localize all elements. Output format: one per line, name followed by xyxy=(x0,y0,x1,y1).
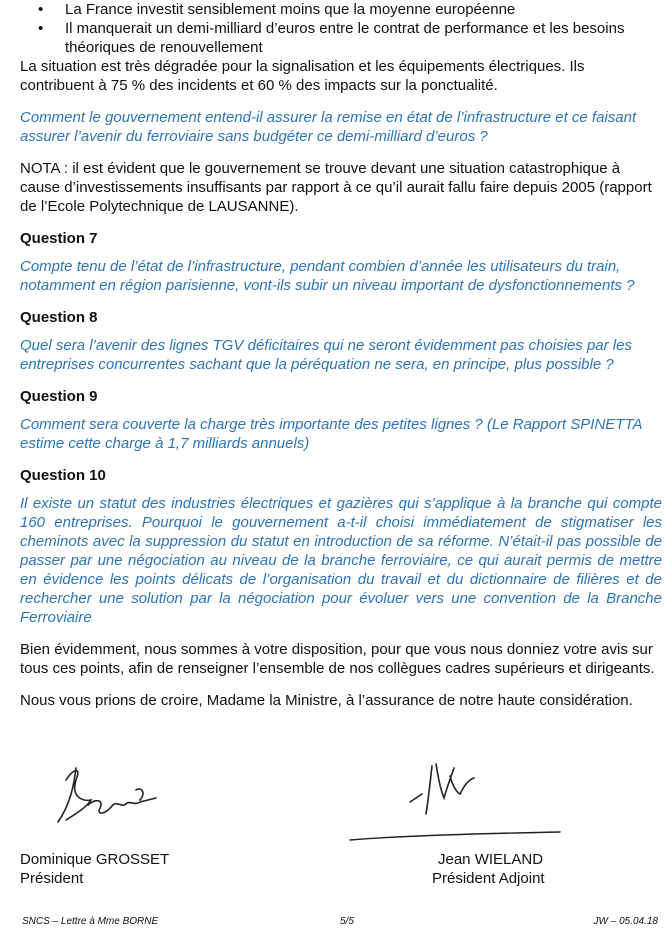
signature-grosset xyxy=(36,760,166,835)
bullet-item: • La France investit sensiblement moins que la moyenne européenne xyxy=(20,0,662,19)
question-text: Il existe un statut des industries électriques et gazières qui s’applique à la branche qui compte 160 entreprises. Pourquoi le gouvernement a-t-il choisi immédiatement de stigmatiser les cheminots avec la suppression du statut en introduction de sa réforme. N’était-il pas possible de passer par une négociation au niveau de la branche ferroviaire, ce qui aurait permis de mettre en évidence les points délicats de l’organisation du travail et du dictionnaire de filières et de rechercher une solution par la négociation pour évoluer vers une convention de la Branche Ferroviaire xyxy=(20,495,662,626)
nota-paragraph: NOTA : il est évident que le gouvernement se trouve devant une situation catastrophique à cause d’investissements insuffisants par rapport à ce qu’il aurait fallu faire depuis 2005 (rapport de l’Ecole Polytechnique de LAUSANNE). xyxy=(20,160,652,215)
bullet-list xyxy=(20,0,662,57)
question-6-text: Comment le gouvernement entend-il assurer la remise en état de l’infrastructure et ce faisant assurer l’avenir du ferroviaire sans budgéter ce demi-milliard d’euros ? xyxy=(20,109,637,145)
signatory-title: Président xyxy=(20,870,84,887)
question-text: Comment sera couverte la charge très importante des petites lignes ? (Le Rapport SPINETTA estime cette charge à 1,7 milliards annuels) xyxy=(20,416,642,452)
question-heading: Question 7 xyxy=(20,230,98,247)
question-heading: Question 10 xyxy=(20,467,106,484)
closing-formula: Nous vous prions de croire, Madame la Ministre, à l’assurance de notre haute considération. xyxy=(20,692,633,709)
footer-page-number: 5/5 xyxy=(340,916,354,927)
question-text: Quel sera l’avenir des lignes TGV déficitaires qui ne seront évidemment pas choisies par les entreprises concurrentes sachant que la péréquation ne sera, en principe, plus possible ? xyxy=(20,337,632,373)
signatory-name: Jean WIELAND xyxy=(438,851,544,868)
situation-paragraph: La situation est très dégradée pour la signalisation et les équipements électriques. Ils contribuent à 75 % des incidents et 60 % des impacts sur la ponctualité. xyxy=(20,58,585,94)
signatory-right xyxy=(432,850,545,888)
signature-block xyxy=(0,752,672,892)
closing-paragraph: Bien évidemment, nous sommes à votre disposition, pour que vous nous donniez votre avis sur tous ces points, afin de renseigner l’ensemble de nos collègues cadres supérieurs et dirigeants. xyxy=(20,641,655,677)
footer-left: SNCS – Lettre à Mme BORNE xyxy=(22,916,159,927)
question-heading: Question 9 xyxy=(20,388,98,405)
page-footer xyxy=(22,912,658,928)
question-text: Compte tenu de l’état de l’infrastructure, pendant combien d’année les utilisateurs du train, notamment en région parisienne, vont-ils subir un niveau important de dysfonctionnements ? xyxy=(20,258,635,294)
question-heading: Question 8 xyxy=(20,309,98,326)
signatory-left xyxy=(20,850,169,888)
signatory-name: Dominique GROSSET xyxy=(20,851,170,868)
signatory-title: Président Adjoint xyxy=(432,870,545,887)
footer-right: JW – 05.04.18 xyxy=(593,916,658,927)
bullet-item: • Il manquerait un demi-milliard d’euros entre le contrat de performance et les besoins théoriques de renouvellement xyxy=(20,19,662,57)
signature-wieland xyxy=(340,754,570,849)
letter-body xyxy=(20,0,662,710)
